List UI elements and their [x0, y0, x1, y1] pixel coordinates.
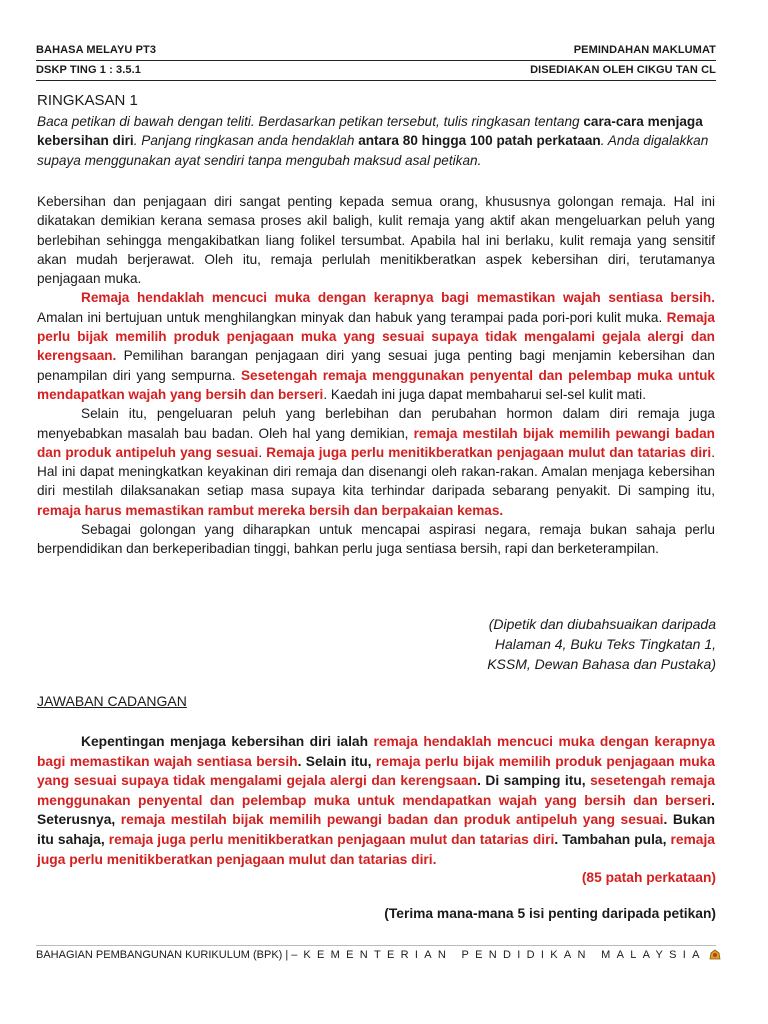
key-point: Remaja juga perlu menitikberatkan penjagaan mulut dan tatarias diri: [266, 444, 712, 460]
source-citation: [487, 614, 716, 674]
passage-text: Amalan ini bertujuan untuk menghilangkan minyak dan habuk yang terampai pada pori-pori kulit muka.: [37, 309, 667, 325]
page-title: RINGKASAN 1: [37, 92, 138, 109]
passage-paragraph-4: Sebagai golongan yang diharapkan untuk mencapai aspirasi negara, remaja bukan sahaja perlu berpendidikan dan berkeperibadian tinggi, bahkan perlu juga sentiasa bersih, rapi dan berketerampilan.: [37, 522, 715, 557]
answer-text: . Selain itu,: [297, 753, 376, 769]
key-point: remaja harus memastikan rambut mereka bersih dan berpakaian kemas.: [37, 502, 504, 518]
answer-point: remaja juga perlu menitikberatkan penjagaan mulut dan tatarias diri: [108, 831, 555, 847]
instruction-text: . Panjang ringkasan anda hendaklah: [133, 133, 359, 149]
answer-point: remaja hendaklah mencuci muka dengan kerapnya bagi memastikan wajah sentiasa bersih: [37, 734, 716, 769]
passage: [37, 192, 715, 559]
passage-text: . Kaedah ini juga dapat membaharui sel-sel kulit mati.: [323, 386, 646, 402]
instruction-bold: antara 80 hingga 100 patah perkataan: [358, 133, 601, 149]
answer-text: . Tambahan pula,: [554, 831, 671, 847]
instruction-bold: cara-cara menjaga kebersihan diri: [37, 114, 703, 149]
passage-paragraph-3: [37, 404, 715, 520]
passage-text: Pemilihan barangan penjagaan diri yang sesuai juga penting bagi menjamin kebersihan dan penampilan diri yang sempurna.: [37, 348, 715, 383]
passage-text: . Hal ini dapat meningkatkan keyakinan diri remaja dan disenangi oleh rakan-rakan. Amalan menjaga kebersihan diri mestilah dilaksanakan setiap masa supaya kita terhindar daripada sebarang penyakit. Di samping itu,: [37, 444, 715, 499]
header-divider: [36, 60, 716, 61]
answer-text: . Seterusnya,: [37, 792, 715, 828]
passage-text: .: [258, 444, 267, 460]
author-label: DISEDIAKAN OLEH CIKGU TAN CL: [530, 64, 716, 76]
answer-heading: JAWABAN CADANGAN: [37, 693, 187, 709]
subject-label: BAHASA MELAYU PT3: [36, 44, 157, 56]
header-divider: [36, 80, 716, 81]
source-line: (Dipetik dan diubahsuaikan daripada: [488, 616, 716, 632]
key-point: remaja mestilah bijak memilih pewangi badan dan produk antipeluh yang sesuai: [37, 425, 715, 460]
answer-point: remaja mestilah bijak memilih pewangi badan dan produk antipeluh yang sesuai: [120, 812, 664, 828]
acceptance-note: (Terima mana-mana 5 isi penting daripada petikan): [384, 906, 716, 921]
footer-department: BAHAGIAN PEMBANGUNAN KURIKULUM (BPK) | –: [36, 949, 298, 961]
footer: [36, 949, 722, 961]
passage-paragraph-1: Kebersihan dan penjagaan diri sangat penting kepada semua orang, khususnya golongan remaja. Hal ini dikatakan demikian kerana semasa proses akil baligh, kulit remaja yang aktif akan mengeluarkan peluh yang berlebihan sehingga mengakibatkan liang folikel tersumbat. Apabila hal ini berlaku, kulit remaja yang sensitif akan mudah berjerawat. Oleh itu, remaja perlulah menitikberatkan aspek kebersihan diri, terutamanya penjagaan muka.: [37, 194, 715, 287]
instruction: [37, 112, 715, 170]
header-row-1: [36, 44, 716, 56]
dskp-label: DSKP TING 1 : 3.5.1: [36, 64, 142, 76]
topic-label: PEMINDAHAN MAKLUMAT: [573, 44, 716, 56]
footer-divider: [36, 945, 716, 946]
answer-text: . Di samping itu,: [477, 773, 591, 789]
crest-icon: [708, 949, 722, 961]
answer-point: remaja juga perlu menitikberatkan penjagaan mulut dan tatarias diri.: [37, 831, 715, 867]
header-row-2: [36, 64, 716, 76]
answer-point: remaja perlu bijak memilih produk penjagaan muka yang sesuai supaya tidak mengalami gejala alergi dan kerengsaan: [37, 753, 716, 789]
word-count: (85 patah perkataan): [581, 870, 716, 885]
passage-paragraph-2: [37, 288, 715, 404]
instruction-text: . Anda digalakkan supaya menggunakan ayat sendiri tanpa mengubah maksud asal petikan.: [37, 133, 709, 168]
suggested-answer: [37, 732, 715, 869]
answer-text: . Bukan itu sahaja,: [37, 812, 715, 847]
instruction-text: Baca petikan di bawah dengan teliti. Berdasarkan petikan tersebut, tulis ringkasan tentang: [37, 114, 584, 129]
footer-ministry: KEMENTERIAN PENDIDIKAN MALAYSIA: [303, 949, 706, 961]
answer-point: sesetengah remaja menggunakan penyental dan pelembap muka untuk mendapatkan wajah yang bersih dan berseri: [37, 773, 715, 808]
key-point: Sesetengah remaja menggunakan penyental dan pelembap muka untuk mendapatkan wajah yang bersih dan berseri: [37, 367, 715, 402]
key-point: Remaja perlu bijak memilih produk penjagaan muka yang sesuai supaya tidak mengalami gejala alergi dan kerengsaan.: [37, 309, 715, 364]
passage-text: Selain itu, pengeluaran peluh yang berlebihan dan perubahan hormon dalam diri remaja juga menyebabkan masalah bau badan. Oleh hal yang demikian,: [37, 406, 715, 441]
answer-text: Kepentingan menjaga kebersihan diri ialah: [81, 734, 374, 749]
source-line: KSSM, Dewan Bahasa dan Pustaka): [487, 656, 716, 672]
source-line: Halaman 4, Buku Teks Tingkatan 1,: [494, 636, 716, 652]
key-point: Remaja hendaklah mencuci muka dengan kerapnya bagi memastikan wajah sentiasa bersih.: [81, 290, 715, 306]
